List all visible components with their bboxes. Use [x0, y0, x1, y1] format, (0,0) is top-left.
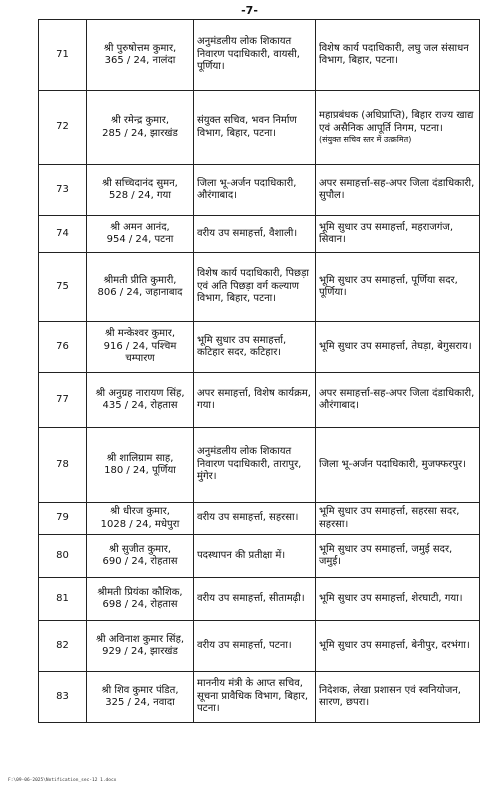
current-posting: भूमि सुधार उप समाहर्त्ता, कटिहार सदर, कटिहार। — [194, 322, 316, 373]
officer-id-home: 806 / 24, जहानाबाद — [97, 287, 183, 298]
serial-number: 79 — [39, 503, 87, 535]
officer-cell — [87, 165, 194, 216]
new-posting-cell — [316, 253, 480, 322]
serial-number: 80 — [39, 535, 87, 578]
officer-cell — [87, 503, 194, 535]
current-posting: वरीय उप समाहर्त्ता, सहरसा। — [194, 503, 316, 535]
new-posting-cell — [316, 672, 480, 723]
officer-cell — [87, 216, 194, 253]
officer-name: श्री धीरज कुमार, — [110, 506, 170, 517]
new-posting-cell — [316, 428, 480, 503]
current-posting: संयुक्त सचिव, भवन निर्माण विभाग, बिहार, पटना। — [194, 91, 316, 165]
officer-id-home: 1028 / 24, मधेपुरा — [100, 518, 180, 530]
current-posting: अनुमंडलीय लोक शिकायत निवारण पदाधिकारी, वायसी, पूर्णिया। — [194, 20, 316, 91]
officer-cell — [87, 672, 194, 723]
officer-id-home: 435 / 24, रोहतास — [102, 400, 178, 411]
table-row — [39, 165, 480, 216]
new-posting: जिला भू-अर्जन पदाधिकारी, मुजफ्फरपुर। — [319, 458, 466, 470]
current-posting: अनुमंडलीय लोक शिकायत निवारण पदाधिकारी, तारापुर, मुंगेर। — [194, 428, 316, 503]
serial-number: 77 — [39, 373, 87, 428]
table-row — [39, 578, 480, 621]
officer-id-home: 365 / 24, नालंदा — [104, 55, 176, 66]
new-posting: भूमि सुधार उप समाहर्त्ता, सहरसा सदर, सहरसा। — [319, 506, 460, 530]
current-posting: माननीय मंत्री के आप्त सचिव, सूचना प्रावैधिक विभाग, बिहार, पटना। — [194, 672, 316, 723]
new-posting-cell — [316, 373, 480, 428]
new-posting-cell — [316, 91, 480, 165]
transfer-table — [38, 19, 480, 723]
officer-name: श्री पुरुषोत्तम कुमार, — [103, 42, 177, 54]
current-posting: वरीय उप समाहर्त्ता, सीतामढ़ी। — [194, 578, 316, 621]
serial-number: 74 — [39, 216, 87, 253]
new-posting-cell — [316, 322, 480, 373]
officer-name: श्रीमती प्रियंका कौशिक, — [97, 586, 183, 598]
new-posting: भूमि सुधार उप समाहर्त्ता, महराजगंज, सिवान। — [319, 221, 454, 245]
officer-name: श्री शालिग्राम साह, — [106, 452, 174, 464]
officer-cell — [87, 578, 194, 621]
transfer-rows — [39, 20, 480, 723]
serial-number: 82 — [39, 621, 87, 672]
officer-cell — [87, 535, 194, 578]
new-posting: भूमि सुधार उप समाहर्त्ता, तेघड़ा, बेगुसराय। — [319, 340, 472, 352]
serial-number: 73 — [39, 165, 87, 216]
officer-cell — [87, 322, 194, 373]
officer-cell — [87, 428, 194, 503]
officer-id-home: 698 / 24, रोहतास — [102, 599, 178, 610]
new-posting: भूमि सुधार उप समाहर्त्ता, बेनीपुर, दरभंगा। — [319, 639, 470, 651]
page-number: -7- — [241, 4, 258, 17]
officer-cell — [87, 91, 194, 165]
current-posting: अपर समाहर्त्ता, विशेष कार्यक्रम, गया। — [194, 373, 316, 428]
serial-number: 76 — [39, 322, 87, 373]
new-posting: भूमि सुधार उप समाहर्त्ता, जमुई सदर, जमुई। — [319, 543, 453, 567]
new-posting-cell — [316, 20, 480, 91]
new-posting: महाप्रबंधक (अधिप्राप्ति), बिहार राज्य खाद्य एवं असैनिक आपूर्ति निगम, पटना। — [319, 110, 474, 134]
new-posting: विशेष कार्य पदाधिकारी, लघु जल संसाधन विभाग, बिहार, पटना। — [319, 42, 469, 66]
serial-number: 78 — [39, 428, 87, 503]
table-row — [39, 428, 480, 503]
table-row — [39, 20, 480, 91]
file-path-footer: F:\09-06-2025\Notification_sec-12 1.docx — [8, 778, 117, 783]
table-row — [39, 373, 480, 428]
officer-name: श्री अविनाश कुमार सिंह, — [95, 633, 185, 645]
new-posting: भूमि सुधार उप समाहर्त्ता, शेरघाटी, गया। — [319, 592, 463, 604]
new-posting: निदेशक, लेखा प्रशासन एवं स्वनियोजन, सारण, छपरा। — [319, 684, 461, 708]
current-posting: विशेष कार्य पदाधिकारी, पिछड़ा एवं अति पिछड़ा वर्ग कल्याण विभाग, बिहार, पटना। — [194, 253, 316, 322]
new-posting-cell — [316, 216, 480, 253]
table-row — [39, 503, 480, 535]
officer-name: श्री सच्चिदानंद सुमन, — [102, 177, 178, 189]
officer-id-home: 954 / 24, पटना — [106, 234, 174, 245]
new-posting: अपर समाहर्त्ता-सह-अपर जिला दंडाधिकारी, सुपौल। — [319, 177, 475, 201]
serial-number: 83 — [39, 672, 87, 723]
posting-note: (संयुक्त सचिव स्तर में उत्क्रमित) — [319, 135, 412, 144]
new-posting: अपर समाहर्त्ता-सह-अपर जिला दंडाधिकारी, औरंगाबाद। — [319, 387, 475, 411]
serial-number: 75 — [39, 253, 87, 322]
table-row — [39, 672, 480, 723]
officer-cell — [87, 373, 194, 428]
officer-name: श्रीमती प्रीति कुमारी, — [103, 274, 177, 286]
officer-name: श्री अनुग्रह नारायण सिंह, — [95, 387, 185, 399]
serial-number: 81 — [39, 578, 87, 621]
officer-name: श्री सुजीत कुमार, — [108, 543, 172, 555]
new-posting-cell — [316, 165, 480, 216]
serial-number: 72 — [39, 91, 87, 165]
current-posting: पदस्थापन की प्रतीक्षा में। — [194, 535, 316, 578]
officer-id-home: 929 / 24, झारखंड — [102, 646, 178, 657]
current-posting: वरीय उप समाहर्त्ता, वैशाली। — [194, 216, 316, 253]
new-posting-cell — [316, 578, 480, 621]
officer-id-home: 285 / 24, झारखंड — [102, 127, 178, 139]
officer-id-home: 180 / 24, पूर्णिया — [104, 465, 176, 476]
table-row — [39, 322, 480, 373]
officer-id-home: 916 / 24, पश्चिम चम्पारण — [103, 340, 177, 365]
new-posting: भूमि सुधार उप समाहर्त्ता, पूर्णिया सदर, पूर्णिया। — [319, 274, 458, 298]
new-posting-cell — [316, 621, 480, 672]
table-row — [39, 535, 480, 578]
serial-number: 71 — [39, 20, 87, 91]
current-posting: जिला भू-अर्जन पदाधिकारी, औरंगाबाद। — [194, 165, 316, 216]
table-row — [39, 91, 480, 165]
officer-cell — [87, 20, 194, 91]
table-row — [39, 216, 480, 253]
officer-name: श्री रमेन्द्र कुमार, — [110, 115, 170, 126]
officer-cell — [87, 253, 194, 322]
officer-id-home: 528 / 24, गया — [109, 190, 171, 201]
table-row — [39, 621, 480, 672]
officer-name: श्री मन्केश्वर कुमार, — [104, 328, 176, 340]
current-posting: वरीय उप समाहर्त्ता, पटना। — [194, 621, 316, 672]
officer-name: श्री अमन आनंद, — [110, 221, 170, 233]
table-row — [39, 253, 480, 322]
officer-name: श्री शिव कुमार पंडित, — [101, 684, 179, 696]
officer-id-home: 690 / 24, रोहतास — [102, 556, 178, 567]
new-posting-cell — [316, 503, 480, 535]
new-posting-cell — [316, 535, 480, 578]
officer-id-home: 325 / 24, नवादा — [105, 697, 175, 708]
officer-cell — [87, 621, 194, 672]
